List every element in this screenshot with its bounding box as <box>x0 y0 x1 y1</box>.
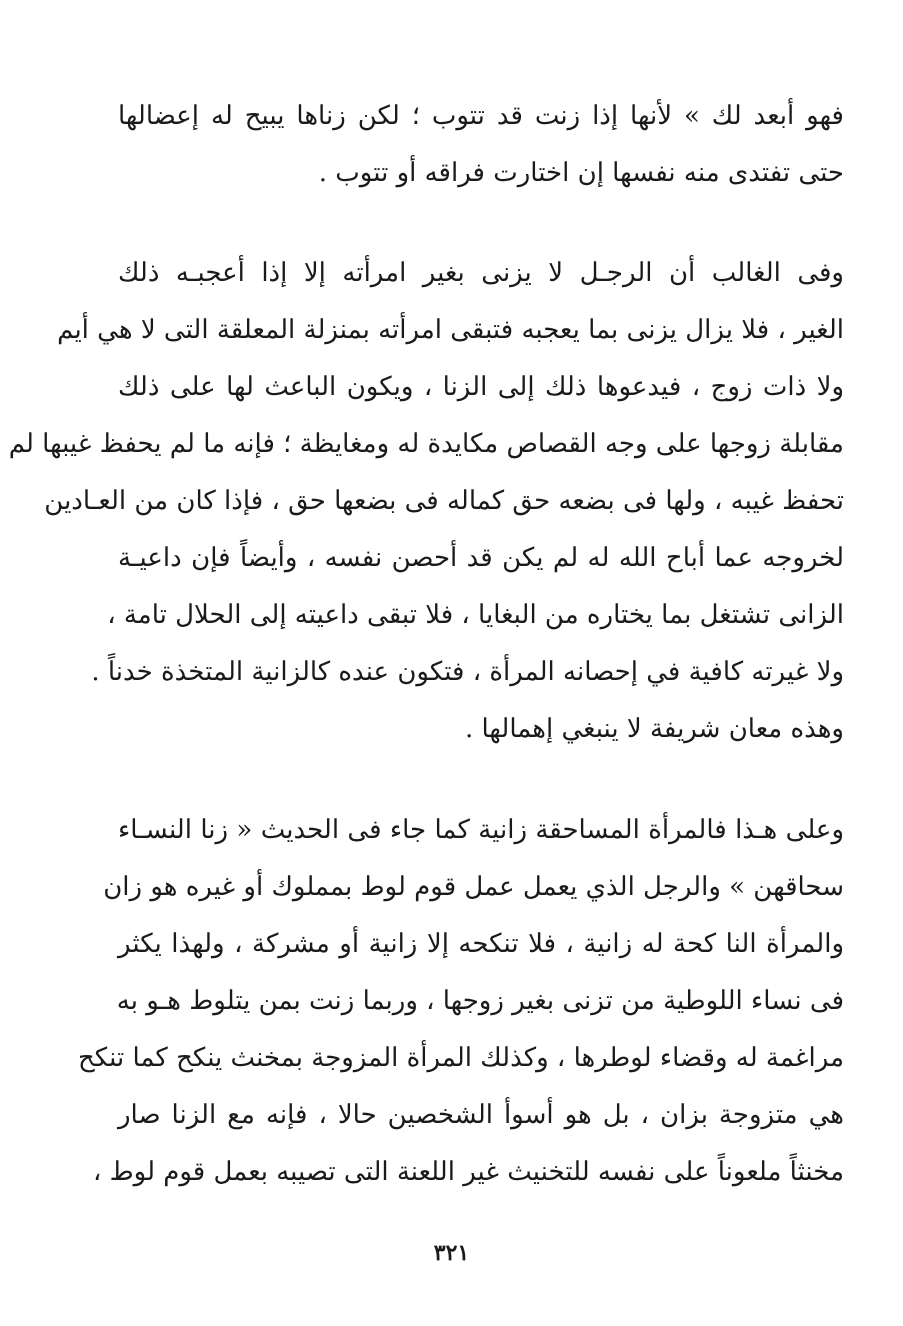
text-line: والمرأة النا كحة له زانية ، فلا تنكحه إلا زانية أو مشركة ، ولهذا يكثر <box>118 929 844 959</box>
paragraph-2 <box>8 245 844 758</box>
text-line: لخروجه عما أباح الله له لم يكن قد أحصن نفسه ، وأيضاً فإن داعيـة <box>118 543 844 573</box>
text-line: هي متزوجة بزان ، بل هو أسوأ الشخصين حالا ، فإنه مع الزنا صار <box>118 1100 844 1130</box>
text-line: مراغمة له وقضاء لوطرها ، وكذلك المرأة المزوجة بمخنث ينكح كما تنكح <box>77 1043 844 1073</box>
text-line: مقابلة زوجها على وجه القصاص مكايدة له ومغايظة ؛ فإنه ما لم يحفظ غيبها لم <box>8 429 844 459</box>
text-line: ولا ذات زوج ، فيدعوها ذلك إلى الزنا ، ويكون الباعث لها على ذلك <box>118 372 844 402</box>
text-line: مخنثاً ملعوناً على نفسه للتخنيث غير اللعنة التى تصيبه بعمل قوم لوط ، <box>92 1157 844 1187</box>
paragraph-3 <box>77 802 844 1201</box>
text-line: فى نساء اللوطية من تزنى بغير زوجها ، وربما زنت بمن يتلوط هـو به <box>116 986 844 1016</box>
paragraph-1 <box>118 88 844 202</box>
text-line: وفى الغالب أن الرجـل لا يزنى بغير امرأته إلا إذا أعجبـه ذلك <box>118 258 844 288</box>
text-line: وهذه معان شريفة لا ينبغي إهمالها . <box>464 714 844 744</box>
text-line: فهو أبعد لك » لأنها إذا زنت قد تتوب ؛ لكن زناها يبيح له إعضالها <box>118 101 844 131</box>
text-line: تحفظ غيبه ، ولها فى بضعه حق كماله فى بضعها حق ، فإذا كان من العـادين <box>44 486 844 516</box>
text-line: الغير ، فلا يزال يزنى بما يعجبه فتبقى امرأته بمنزلة المعلقة التى لا هي أيم <box>57 315 844 345</box>
text-line: الزانى تشتغل بما يختاره من البغايا ، فلا تبقى داعيته إلى الحلال تامة ، <box>107 600 844 630</box>
text-line: وعلى هـذا فالمرأة المساحقة زانية كما جاء فى الحديث « زنا النسـاء <box>118 815 844 845</box>
text-line: سحاقهن » والرجل الذي يعمل عمل قوم لوط بمملوك أو غيره هو زان <box>103 872 844 902</box>
text-line: حتى تفتدى منه نفسها إن اختارت فراقه أو تتوب . <box>318 158 844 188</box>
text-line: ولا غيرته كافية في إحصانه المرأة ، فتكون عنده كالزانية المتخذة خدناً . <box>91 657 844 687</box>
page-number: ٣٢١ <box>433 1240 470 1266</box>
